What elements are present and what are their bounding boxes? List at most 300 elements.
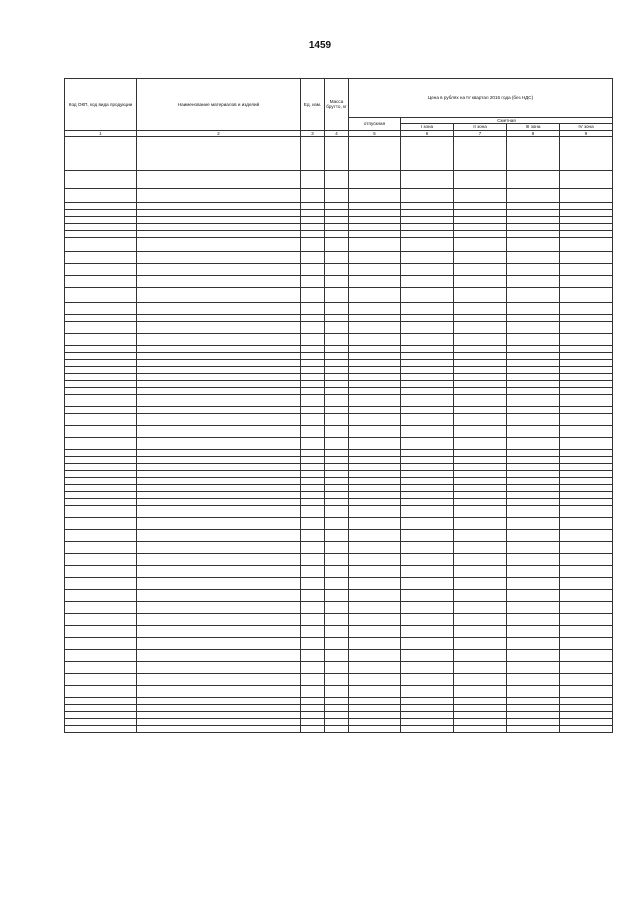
price-zone-3 (507, 614, 560, 626)
price-zone-2 (454, 238, 507, 252)
price-otpusknaya (349, 554, 401, 566)
gross-mass (325, 210, 349, 217)
table-row (65, 252, 613, 264)
price-zone-4 (560, 518, 613, 530)
table-row (65, 414, 613, 426)
gross-mass (325, 719, 349, 726)
price-otpusknaya (349, 471, 401, 478)
price-zone-1 (401, 367, 454, 374)
item-name (137, 542, 301, 554)
price-zone-1 (401, 381, 454, 388)
item-name (137, 238, 301, 252)
price-zone-3 (507, 414, 560, 426)
price-zone-1 (401, 614, 454, 626)
price-zone-3 (507, 712, 560, 719)
header-zone-1: I зона (401, 124, 454, 130)
price-zone-1 (401, 457, 454, 464)
unit-of-measure (301, 506, 325, 518)
header-price-group: Цена в рублях на IV квартал 2016 года (без НДС) (349, 79, 613, 118)
price-zone-2 (454, 686, 507, 698)
price-zone-3 (507, 478, 560, 485)
okp-code (65, 334, 137, 346)
gross-mass (325, 518, 349, 530)
okp-code (65, 499, 137, 506)
price-zone-1 (401, 626, 454, 638)
gross-mass (325, 264, 349, 276)
price-zone-2 (454, 712, 507, 719)
price-otpusknaya (349, 374, 401, 381)
price-zone-3 (507, 566, 560, 578)
item-name (137, 438, 301, 450)
price-zone-3 (507, 471, 560, 478)
header-zone-3: III зона (507, 124, 560, 130)
gross-mass (325, 450, 349, 457)
price-otpusknaya (349, 626, 401, 638)
price-zone-2 (454, 367, 507, 374)
price-zone-4 (560, 217, 613, 224)
price-zone-4 (560, 650, 613, 662)
price-zone-3 (507, 395, 560, 407)
unit-of-measure (301, 726, 325, 733)
price-zone-2 (454, 315, 507, 322)
gross-mass (325, 346, 349, 353)
unit-of-measure (301, 602, 325, 614)
unit-of-measure (301, 464, 325, 471)
price-zone-2 (454, 719, 507, 726)
item-name (137, 492, 301, 499)
gross-mass (325, 686, 349, 698)
price-zone-3 (507, 171, 560, 189)
table-row (65, 137, 613, 171)
price-otpusknaya (349, 712, 401, 719)
gross-mass (325, 231, 349, 238)
price-otpusknaya (349, 662, 401, 674)
price-zone-2 (454, 614, 507, 626)
price-zone-3 (507, 464, 560, 471)
item-name (137, 303, 301, 315)
unit-of-measure (301, 530, 325, 542)
okp-code (65, 698, 137, 705)
price-otpusknaya (349, 395, 401, 407)
okp-code (65, 388, 137, 395)
price-zone-4 (560, 602, 613, 614)
price-otpusknaya (349, 450, 401, 457)
okp-code (65, 471, 137, 478)
price-otpusknaya (349, 499, 401, 506)
gross-mass (325, 578, 349, 590)
price-otpusknaya (349, 426, 401, 438)
price-zone-2 (454, 674, 507, 686)
price-zone-3 (507, 189, 560, 203)
table-row (65, 638, 613, 650)
price-zone-3 (507, 426, 560, 438)
price-zone-2 (454, 626, 507, 638)
table-row (65, 322, 613, 334)
okp-code (65, 457, 137, 464)
price-zone-1 (401, 602, 454, 614)
gross-mass (325, 705, 349, 712)
unit-of-measure (301, 712, 325, 719)
item-name (137, 426, 301, 438)
price-zone-1 (401, 650, 454, 662)
unit-of-measure (301, 554, 325, 566)
price-zone-3 (507, 238, 560, 252)
okp-code (65, 288, 137, 303)
price-zone-4 (560, 662, 613, 674)
price-zone-2 (454, 566, 507, 578)
price-zone-2 (454, 426, 507, 438)
price-zone-2 (454, 506, 507, 518)
price-zone-2 (454, 705, 507, 712)
price-zone-1 (401, 288, 454, 303)
table-row (65, 726, 613, 733)
price-zone-1 (401, 322, 454, 334)
item-name (137, 407, 301, 414)
gross-mass (325, 322, 349, 334)
price-zone-1 (401, 506, 454, 518)
table-row (65, 367, 613, 374)
price-zone-3 (507, 388, 560, 395)
gross-mass (325, 457, 349, 464)
price-zone-2 (454, 464, 507, 471)
price-otpusknaya (349, 726, 401, 733)
price-zone-4 (560, 346, 613, 353)
price-zone-2 (454, 137, 507, 171)
price-zone-1 (401, 346, 454, 353)
price-otpusknaya (349, 590, 401, 602)
table-row (65, 224, 613, 231)
table-row (65, 518, 613, 530)
table-row (65, 566, 613, 578)
item-name (137, 686, 301, 698)
unit-of-measure (301, 224, 325, 231)
price-zone-3 (507, 203, 560, 210)
gross-mass (325, 638, 349, 650)
item-name (137, 530, 301, 542)
table-row (65, 712, 613, 719)
price-zone-1 (401, 203, 454, 210)
unit-of-measure (301, 334, 325, 346)
price-otpusknaya (349, 686, 401, 698)
price-otpusknaya (349, 614, 401, 626)
column-index: 6 (401, 130, 454, 136)
gross-mass (325, 426, 349, 438)
gross-mass (325, 492, 349, 499)
item-name (137, 712, 301, 719)
okp-code (65, 602, 137, 614)
table-row (65, 457, 613, 464)
item-name (137, 276, 301, 288)
unit-of-measure (301, 322, 325, 334)
price-zone-4 (560, 566, 613, 578)
unit-of-measure (301, 705, 325, 712)
price-zone-2 (454, 381, 507, 388)
price-zone-3 (507, 288, 560, 303)
table-row (65, 602, 613, 614)
price-zone-3 (507, 506, 560, 518)
table-row (65, 662, 613, 674)
item-name (137, 590, 301, 602)
price-zone-4 (560, 485, 613, 492)
price-zone-1 (401, 485, 454, 492)
item-name (137, 360, 301, 367)
table-row (65, 217, 613, 224)
price-zone-4 (560, 367, 613, 374)
price-zone-2 (454, 395, 507, 407)
table-row (65, 614, 613, 626)
okp-code (65, 360, 137, 367)
unit-of-measure (301, 566, 325, 578)
price-otpusknaya (349, 457, 401, 464)
price-zone-4 (560, 322, 613, 334)
gross-mass (325, 367, 349, 374)
price-zone-4 (560, 374, 613, 381)
item-name (137, 353, 301, 360)
price-zone-1 (401, 499, 454, 506)
okp-code (65, 506, 137, 518)
unit-of-measure (301, 407, 325, 414)
unit-of-measure (301, 276, 325, 288)
table-row (65, 276, 613, 288)
price-zone-1 (401, 719, 454, 726)
table-row (65, 407, 613, 414)
price-table (64, 78, 613, 733)
unit-of-measure (301, 388, 325, 395)
okp-code (65, 264, 137, 276)
price-zone-2 (454, 189, 507, 203)
price-zone-4 (560, 395, 613, 407)
table-row (65, 650, 613, 662)
price-otpusknaya (349, 334, 401, 346)
price-zone-4 (560, 414, 613, 426)
price-zone-4 (560, 353, 613, 360)
okp-code (65, 238, 137, 252)
item-name (137, 578, 301, 590)
price-zone-3 (507, 578, 560, 590)
price-zone-2 (454, 210, 507, 217)
unit-of-measure (301, 252, 325, 264)
price-otpusknaya (349, 346, 401, 353)
price-zone-3 (507, 719, 560, 726)
price-zone-4 (560, 388, 613, 395)
item-name (137, 485, 301, 492)
price-otpusknaya (349, 578, 401, 590)
okp-code (65, 485, 137, 492)
gross-mass (325, 334, 349, 346)
okp-code (65, 381, 137, 388)
price-zone-1 (401, 471, 454, 478)
okp-code (65, 374, 137, 381)
table-row (65, 485, 613, 492)
table-row (65, 626, 613, 638)
unit-of-measure (301, 457, 325, 464)
header-zone-2: II зона (454, 124, 507, 130)
price-zone-4 (560, 726, 613, 733)
price-zone-1 (401, 334, 454, 346)
price-zone-4 (560, 238, 613, 252)
column-index: 8 (507, 130, 560, 136)
unit-of-measure (301, 381, 325, 388)
price-zone-3 (507, 224, 560, 231)
gross-mass (325, 554, 349, 566)
item-name (137, 137, 301, 171)
okp-code (65, 554, 137, 566)
item-name (137, 566, 301, 578)
price-zone-4 (560, 407, 613, 414)
table-row (65, 238, 613, 252)
gross-mass (325, 189, 349, 203)
price-otpusknaya (349, 288, 401, 303)
price-otpusknaya (349, 464, 401, 471)
table-row (65, 698, 613, 705)
gross-mass (325, 224, 349, 231)
price-zone-1 (401, 638, 454, 650)
price-zone-3 (507, 252, 560, 264)
okp-code (65, 171, 137, 189)
price-zone-1 (401, 395, 454, 407)
price-zone-1 (401, 276, 454, 288)
price-zone-4 (560, 381, 613, 388)
price-zone-4 (560, 506, 613, 518)
price-otpusknaya (349, 252, 401, 264)
table-row (65, 438, 613, 450)
price-zone-2 (454, 252, 507, 264)
unit-of-measure (301, 450, 325, 457)
unit-of-measure (301, 189, 325, 203)
table-row (65, 388, 613, 395)
okp-code (65, 224, 137, 231)
unit-of-measure (301, 231, 325, 238)
price-zone-3 (507, 638, 560, 650)
gross-mass (325, 542, 349, 554)
item-name (137, 288, 301, 303)
price-zone-2 (454, 492, 507, 499)
price-otpusknaya (349, 388, 401, 395)
price-zone-3 (507, 726, 560, 733)
table-row (65, 590, 613, 602)
price-zone-2 (454, 578, 507, 590)
item-name (137, 224, 301, 231)
gross-mass (325, 388, 349, 395)
price-zone-1 (401, 705, 454, 712)
table-row (65, 395, 613, 407)
item-name (137, 231, 301, 238)
price-zone-1 (401, 388, 454, 395)
price-otpusknaya (349, 203, 401, 210)
table-row (65, 499, 613, 506)
price-zone-3 (507, 360, 560, 367)
okp-code (65, 450, 137, 457)
table-row (65, 426, 613, 438)
gross-mass (325, 602, 349, 614)
table-row (65, 374, 613, 381)
price-zone-2 (454, 471, 507, 478)
gross-mass (325, 712, 349, 719)
price-zone-2 (454, 662, 507, 674)
unit-of-measure (301, 626, 325, 638)
price-zone-2 (454, 303, 507, 315)
price-zone-2 (454, 276, 507, 288)
price-zone-2 (454, 414, 507, 426)
okp-code (65, 650, 137, 662)
price-otpusknaya (349, 485, 401, 492)
table-row (65, 210, 613, 217)
unit-of-measure (301, 367, 325, 374)
okp-code (65, 407, 137, 414)
okp-code (65, 726, 137, 733)
okp-code (65, 530, 137, 542)
price-otpusknaya (349, 518, 401, 530)
okp-code (65, 626, 137, 638)
unit-of-measure (301, 518, 325, 530)
price-otpusknaya (349, 137, 401, 171)
unit-of-measure (301, 346, 325, 353)
price-zone-4 (560, 638, 613, 650)
item-name (137, 171, 301, 189)
item-name (137, 322, 301, 334)
unit-of-measure (301, 485, 325, 492)
price-zone-4 (560, 674, 613, 686)
item-name (137, 602, 301, 614)
price-zone-1 (401, 189, 454, 203)
table-row (65, 381, 613, 388)
table-row (65, 346, 613, 353)
price-otpusknaya (349, 414, 401, 426)
table-row (65, 492, 613, 499)
gross-mass (325, 171, 349, 189)
price-zone-2 (454, 203, 507, 210)
okp-code (65, 578, 137, 590)
item-name (137, 518, 301, 530)
price-zone-4 (560, 276, 613, 288)
price-zone-3 (507, 438, 560, 450)
item-name (137, 189, 301, 203)
price-zone-1 (401, 407, 454, 414)
unit-of-measure (301, 217, 325, 224)
price-zone-3 (507, 485, 560, 492)
okp-code (65, 315, 137, 322)
table-row (65, 303, 613, 315)
item-name (137, 252, 301, 264)
unit-of-measure (301, 590, 325, 602)
okp-code (65, 353, 137, 360)
price-zone-1 (401, 590, 454, 602)
price-zone-1 (401, 315, 454, 322)
price-zone-3 (507, 530, 560, 542)
price-zone-1 (401, 554, 454, 566)
price-zone-2 (454, 224, 507, 231)
price-zone-4 (560, 438, 613, 450)
price-zone-2 (454, 322, 507, 334)
header-name: Наименование материалов и изделий (137, 79, 301, 131)
price-zone-1 (401, 686, 454, 698)
gross-mass (325, 203, 349, 210)
okp-code (65, 231, 137, 238)
unit-of-measure (301, 210, 325, 217)
unit-of-measure (301, 264, 325, 276)
price-otpusknaya (349, 566, 401, 578)
table-row (65, 353, 613, 360)
price-zone-3 (507, 554, 560, 566)
price-zone-1 (401, 217, 454, 224)
price-zone-2 (454, 726, 507, 733)
price-otpusknaya (349, 650, 401, 662)
okp-code (65, 674, 137, 686)
table-row (65, 478, 613, 485)
gross-mass (325, 303, 349, 315)
price-zone-3 (507, 353, 560, 360)
okp-code (65, 367, 137, 374)
